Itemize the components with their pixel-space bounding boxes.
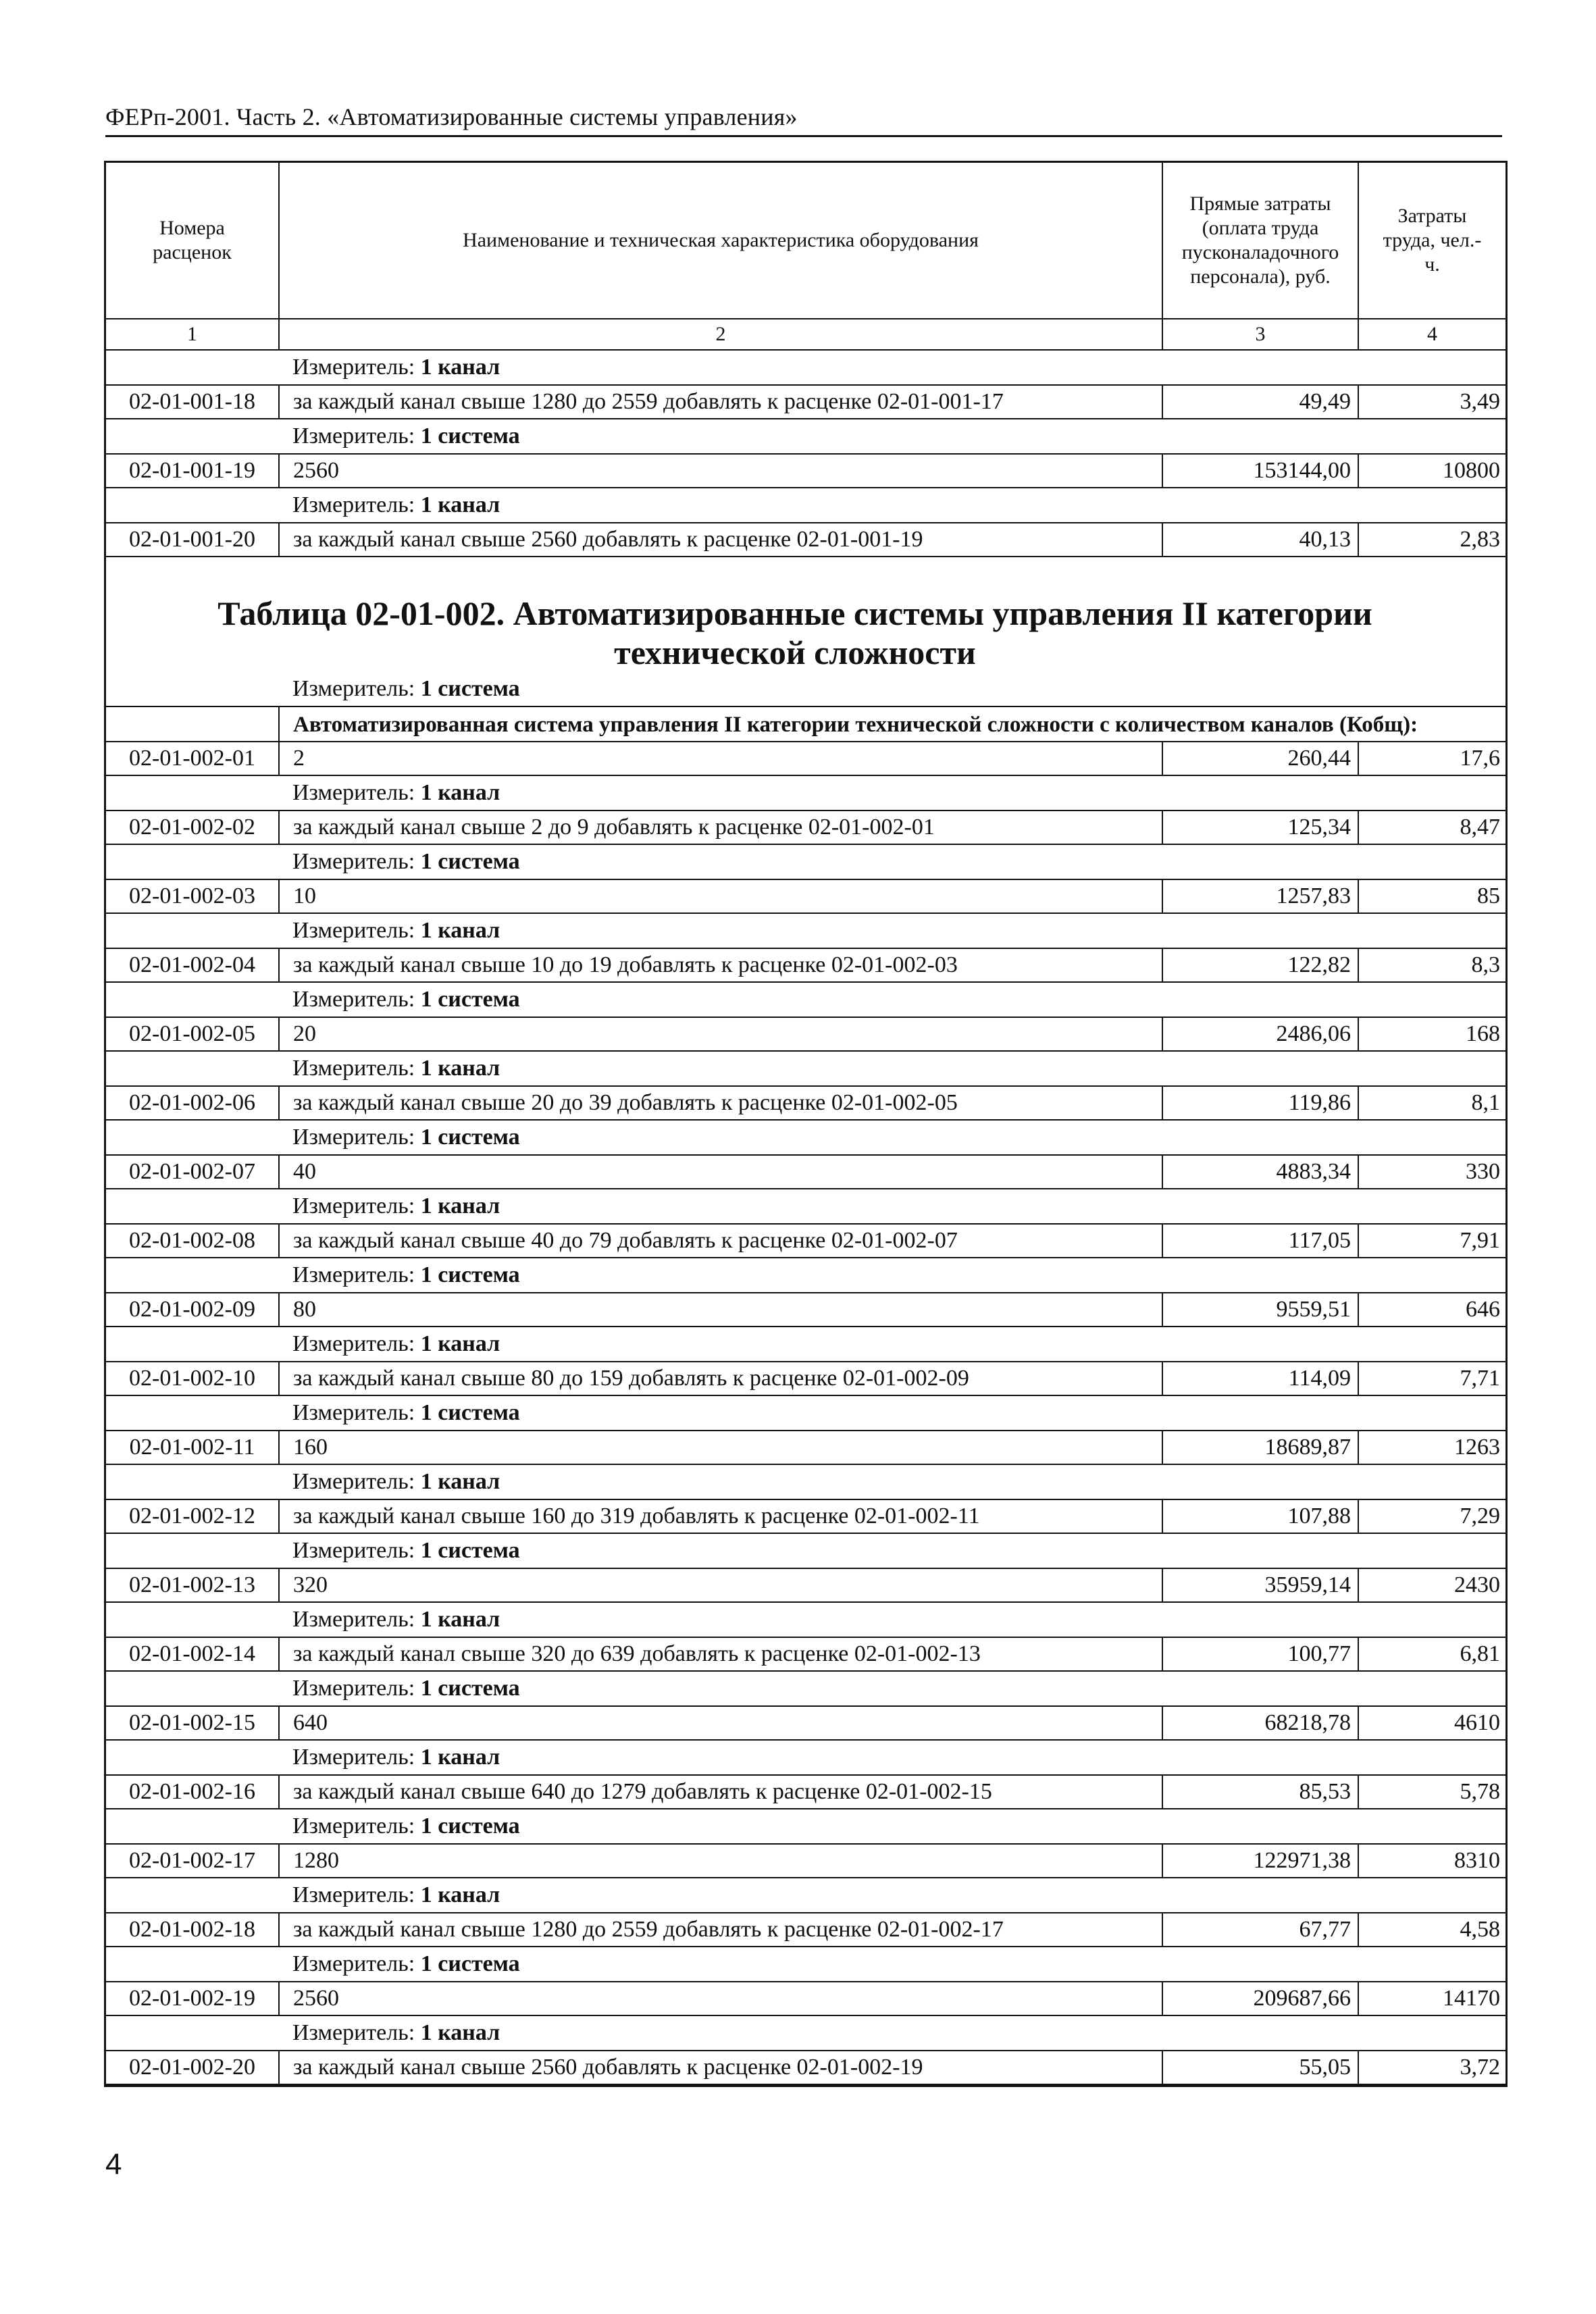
rate-cost: 260,44 [1162, 742, 1358, 775]
rate-labor: 8,1 [1358, 1086, 1505, 1120]
measure-row [106, 1189, 1505, 1224]
measure-unit: 1 система [420, 1951, 520, 1976]
rate-code: 02-01-002-08 [106, 1224, 279, 1258]
table-row [106, 1155, 1505, 1189]
measure-cell [106, 1189, 1505, 1224]
table-row [106, 1913, 1505, 1947]
table2-title-block [106, 557, 1505, 742]
measure-cell [106, 1464, 1505, 1499]
measure-row [106, 844, 1505, 879]
rate-name: за каждый канал свыше 2 до 9 добавлять к расценке 02-01-002-01 [279, 811, 1162, 844]
table-row [106, 1017, 1505, 1051]
rate-cost: 125,34 [1162, 811, 1358, 844]
rate-labor: 3,49 [1358, 385, 1505, 419]
measure-unit: 1 система [420, 1814, 520, 1839]
measure-unit: 1 канал [420, 1469, 500, 1494]
col-header-codes: Номера расценок [106, 162, 279, 319]
rate-code: 02-01-002-09 [106, 1293, 279, 1327]
rate-labor: 7,91 [1358, 1224, 1505, 1258]
table-row [106, 879, 1505, 913]
measure-unit: 1 система [420, 423, 520, 448]
measure-cell [106, 2015, 1505, 2051]
measure-unit: 1 канал [420, 2020, 500, 2045]
rate-labor: 8,47 [1358, 811, 1505, 844]
measure-unit: 1 система [420, 676, 520, 701]
measure-cell [106, 1671, 1505, 1706]
rate-name: за каждый канал свыше 10 до 19 добавлять к расценке 02-01-002-03 [279, 948, 1162, 982]
rate-code: 02-01-002-16 [106, 1775, 279, 1809]
measure-cell [106, 1327, 1505, 1362]
rate-name: за каждый канал свыше 80 до 159 добавлять к расценке 02-01-002-09 [279, 1362, 1162, 1395]
measure-row [106, 672, 1505, 706]
rate-code: 02-01-002-03 [106, 879, 279, 913]
rate-labor: 14170 [1358, 1982, 1505, 2015]
table-row [106, 2051, 1505, 2084]
rate-labor: 646 [1358, 1293, 1505, 1327]
table-row [106, 1362, 1505, 1395]
measure-cell [106, 913, 1505, 948]
measure-row [106, 1878, 1505, 1913]
measure-prefix: Измеритель: [292, 780, 421, 805]
measure-prefix: Измеритель: [292, 1951, 421, 1976]
column-number-row [106, 319, 1505, 350]
rate-code: 02-01-002-10 [106, 1362, 279, 1395]
rate-name: за каждый канал свыше 20 до 39 добавлять к расценке 02-01-002-05 [279, 1086, 1162, 1120]
table-header-row [106, 162, 1505, 319]
measure-prefix: Измеритель: [292, 492, 421, 517]
measure-row [106, 1051, 1505, 1086]
rate-name: 2560 [279, 454, 1162, 488]
rate-labor: 330 [1358, 1155, 1505, 1189]
measure-cell [106, 488, 1505, 523]
col-header-name: Наименование и техническая характеристика оборудования [279, 162, 1162, 319]
table-row [106, 1568, 1505, 1602]
measure-unit: 1 канал [420, 355, 500, 380]
table2-body [106, 742, 1505, 2084]
rate-code: 02-01-002-01 [106, 742, 279, 775]
rate-name: 20 [279, 1017, 1162, 1051]
rate-cost: 18689,87 [1162, 1431, 1358, 1464]
col-header-labor: Затраты труда, чел.-ч. [1358, 162, 1505, 319]
rate-cost: 119,86 [1162, 1086, 1358, 1120]
measure-cell [106, 1258, 1505, 1293]
measure-unit: 1 канал [420, 492, 500, 517]
measure-prefix: Измеритель: [292, 355, 421, 380]
rate-code: 02-01-002-04 [106, 948, 279, 982]
measure-cell [106, 1878, 1505, 1913]
measure-prefix: Измеритель: [292, 1882, 421, 1907]
measure-cell [106, 1120, 1505, 1155]
measure-unit: 1 система [420, 1125, 520, 1150]
measure-cell [106, 982, 1505, 1017]
measure-row [106, 1671, 1505, 1706]
rate-cost: 122,82 [1162, 948, 1358, 982]
measure-unit: 1 канал [420, 780, 500, 805]
measure-cell [106, 844, 1505, 879]
rate-cost: 49,49 [1162, 385, 1358, 419]
rate-cost: 1257,83 [1162, 879, 1358, 913]
measure-unit: 1 канал [420, 1056, 500, 1081]
rate-labor: 4610 [1358, 1706, 1505, 1740]
measure-unit: 1 канал [420, 1331, 500, 1356]
rate-labor: 8310 [1358, 1844, 1505, 1878]
rate-cost: 40,13 [1162, 523, 1358, 557]
measure-prefix: Измеритель: [292, 1745, 421, 1770]
rate-cost: 100,77 [1162, 1637, 1358, 1671]
measure-prefix: Измеритель: [292, 1262, 421, 1287]
measure-prefix: Измеритель: [292, 849, 421, 874]
measure-unit: 1 система [420, 1538, 520, 1563]
measure-row [106, 1602, 1505, 1637]
table-title: Таблица 02-01-002. Автоматизированные системы управления II категории технической сложности [217, 594, 1372, 671]
rate-labor: 7,29 [1358, 1499, 1505, 1533]
rate-code: 02-01-001-20 [106, 523, 279, 557]
measure-row [106, 1327, 1505, 1362]
running-title: ФЕРп-2001. Часть 2. «Автоматизированные системы управления» [105, 103, 798, 130]
group-heading: Автоматизированная система управления II категории технической сложности с количеством каналов (Кобщ): [279, 706, 1505, 742]
rate-cost: 85,53 [1162, 1775, 1358, 1809]
measure-prefix: Измеритель: [292, 1607, 421, 1632]
rate-code: 02-01-002-14 [106, 1637, 279, 1671]
rate-name: 320 [279, 1568, 1162, 1602]
rate-code: 02-01-002-05 [106, 1017, 279, 1051]
group-heading-row [106, 706, 1505, 742]
rate-name: за каждый канал свыше 1280 до 2559 добавлять к расценке 02-01-001-17 [279, 385, 1162, 419]
table-row [106, 1431, 1505, 1464]
table-row [106, 1086, 1505, 1120]
table-row [106, 385, 1505, 419]
table-row [106, 1499, 1505, 1533]
table-row [106, 1844, 1505, 1878]
measure-unit: 1 канал [420, 1607, 500, 1632]
rate-labor: 7,71 [1358, 1362, 1505, 1395]
rate-code: 02-01-002-11 [106, 1431, 279, 1464]
measure-row [106, 1947, 1505, 1982]
rate-labor: 8,3 [1358, 948, 1505, 982]
measure-cell [106, 1602, 1505, 1637]
measure-prefix: Измеритель: [292, 1538, 421, 1563]
measure-cell [106, 1740, 1505, 1775]
rate-labor: 17,6 [1358, 742, 1505, 775]
rate-name: 160 [279, 1431, 1162, 1464]
rate-labor: 4,58 [1358, 1913, 1505, 1947]
rate-name: за каждый канал свыше 160 до 319 добавлять к расценке 02-01-002-11 [279, 1499, 1162, 1533]
table-row [106, 1706, 1505, 1740]
col-number: 1 [106, 319, 279, 350]
measure-prefix: Измеритель: [292, 1400, 421, 1425]
rate-cost: 35959,14 [1162, 1568, 1358, 1602]
table-row [106, 1224, 1505, 1258]
measure-row [106, 775, 1505, 811]
rate-name: 2 [279, 742, 1162, 775]
table-row [106, 523, 1505, 557]
measure-prefix: Измеритель: [292, 1814, 421, 1839]
rate-name: 40 [279, 1155, 1162, 1189]
measure-prefix: Измеритель: [292, 1331, 421, 1356]
measure-row [106, 1740, 1505, 1775]
rate-code: 02-01-002-06 [106, 1086, 279, 1120]
measure-row [106, 1533, 1505, 1568]
rate-labor: 3,72 [1358, 2051, 1505, 2084]
rate-code: 02-01-002-19 [106, 1982, 279, 2015]
rate-cost: 117,05 [1162, 1224, 1358, 1258]
rate-cost: 153144,00 [1162, 454, 1358, 488]
rate-name: 640 [279, 1706, 1162, 1740]
rate-name: 2560 [279, 1982, 1162, 2015]
measure-cell [106, 350, 1505, 385]
measure-prefix: Измеритель: [292, 987, 421, 1012]
measure-row [106, 1464, 1505, 1499]
rate-code: 02-01-001-19 [106, 454, 279, 488]
rate-name: за каждый канал свыше 320 до 639 добавлять к расценке 02-01-002-13 [279, 1637, 1162, 1671]
rate-code: 02-01-002-20 [106, 2051, 279, 2084]
col-number: 3 [1162, 319, 1358, 350]
measure-prefix: Измеритель: [292, 676, 421, 701]
table-row [106, 948, 1505, 982]
rate-cost: 107,88 [1162, 1499, 1358, 1533]
rate-name: 10 [279, 879, 1162, 913]
table-row [106, 1775, 1505, 1809]
rate-labor: 85 [1358, 879, 1505, 913]
rate-cost: 2486,06 [1162, 1017, 1358, 1051]
section1-body [106, 350, 1505, 557]
measure-cell [106, 419, 1505, 454]
measure-row [106, 1258, 1505, 1293]
measure-row [106, 1395, 1505, 1431]
table-row [106, 454, 1505, 488]
rate-cost: 122971,38 [1162, 1844, 1358, 1878]
measure-prefix: Измеритель: [292, 918, 421, 943]
col-number: 4 [1358, 319, 1505, 350]
rate-code: 02-01-002-17 [106, 1844, 279, 1878]
measure-row [106, 2015, 1505, 2051]
table-row [106, 1293, 1505, 1327]
measure-row [106, 913, 1505, 948]
measure-row [106, 350, 1505, 385]
rate-name: за каждый канал свыше 2560 добавлять к расценке 02-01-001-19 [279, 523, 1162, 557]
rate-code: 02-01-002-12 [106, 1499, 279, 1533]
measure-cell [106, 1809, 1505, 1844]
rate-code: 02-01-002-13 [106, 1568, 279, 1602]
rate-cost: 68218,78 [1162, 1706, 1358, 1740]
rate-name: за каждый канал свыше 1280 до 2559 добавлять к расценке 02-01-002-17 [279, 1913, 1162, 1947]
rate-labor: 10800 [1358, 454, 1505, 488]
rate-name: 1280 [279, 1844, 1162, 1878]
measure-unit: 1 канал [420, 1882, 500, 1907]
table-row [106, 1637, 1505, 1671]
page-number: 4 [105, 2148, 122, 2181]
rate-labor: 1263 [1358, 1431, 1505, 1464]
measure-unit: 1 система [420, 1400, 520, 1425]
measure-unit: 1 канал [420, 918, 500, 943]
rate-labor: 6,81 [1358, 1637, 1505, 1671]
table-row [106, 742, 1505, 775]
measure-cell [106, 1051, 1505, 1086]
table-row [106, 1982, 1505, 2015]
rate-labor: 2430 [1358, 1568, 1505, 1602]
measure-prefix: Измеритель: [292, 2020, 421, 2045]
measure-row [106, 1809, 1505, 1844]
rate-code: 02-01-002-07 [106, 1155, 279, 1189]
rate-name: 80 [279, 1293, 1162, 1327]
measure-prefix: Измеритель: [292, 1125, 421, 1150]
measure-unit: 1 канал [420, 1193, 500, 1218]
rate-name: за каждый канал свыше 640 до 1279 добавлять к расценке 02-01-002-15 [279, 1775, 1162, 1809]
measure-cell [106, 1947, 1505, 1982]
rate-code: 02-01-002-15 [106, 1706, 279, 1740]
rate-cost: 4883,34 [1162, 1155, 1358, 1189]
rates-table-sheet [104, 161, 1508, 2087]
measure-row [106, 488, 1505, 523]
measure-unit: 1 система [420, 987, 520, 1012]
measure-cell [106, 1533, 1505, 1568]
rate-name: за каждый канал свыше 2560 добавлять к расценке 02-01-002-19 [279, 2051, 1162, 2084]
rate-cost: 55,05 [1162, 2051, 1358, 2084]
rate-cost: 114,09 [1162, 1362, 1358, 1395]
measure-prefix: Измеритель: [292, 1056, 421, 1081]
rate-cost: 67,77 [1162, 1913, 1358, 1947]
rate-code: 02-01-002-02 [106, 811, 279, 844]
rate-code: 02-01-001-18 [106, 385, 279, 419]
measure-row [106, 1120, 1505, 1155]
col-number: 2 [279, 319, 1162, 350]
col-header-cost: Прямые затраты (оплата труда пусконаладочного персонала), руб. [1162, 162, 1358, 319]
measure-row [106, 419, 1505, 454]
measure-prefix: Измеритель: [292, 1469, 421, 1494]
measure-cell [106, 1395, 1505, 1431]
rate-code: 02-01-002-18 [106, 1913, 279, 1947]
measure-unit: 1 система [420, 1676, 520, 1701]
rates-table [106, 161, 1505, 2085]
rate-cost: 209687,66 [1162, 1982, 1358, 2015]
rate-labor: 168 [1358, 1017, 1505, 1051]
rate-labor: 5,78 [1358, 1775, 1505, 1809]
measure-row [106, 982, 1505, 1017]
header-rule [105, 135, 1502, 137]
measure-unit: 1 система [420, 1262, 520, 1287]
rate-labor: 2,83 [1358, 523, 1505, 557]
rate-cost: 9559,51 [1162, 1293, 1358, 1327]
rate-name: за каждый канал свыше 40 до 79 добавлять к расценке 02-01-002-07 [279, 1224, 1162, 1258]
measure-unit: 1 система [420, 849, 520, 874]
measure-unit: 1 канал [420, 1745, 500, 1770]
measure-prefix: Измеритель: [292, 1193, 421, 1218]
table-row [106, 811, 1505, 844]
measure-prefix: Измеритель: [292, 1676, 421, 1701]
measure-prefix: Измеритель: [292, 423, 421, 448]
measure-cell [106, 775, 1505, 811]
